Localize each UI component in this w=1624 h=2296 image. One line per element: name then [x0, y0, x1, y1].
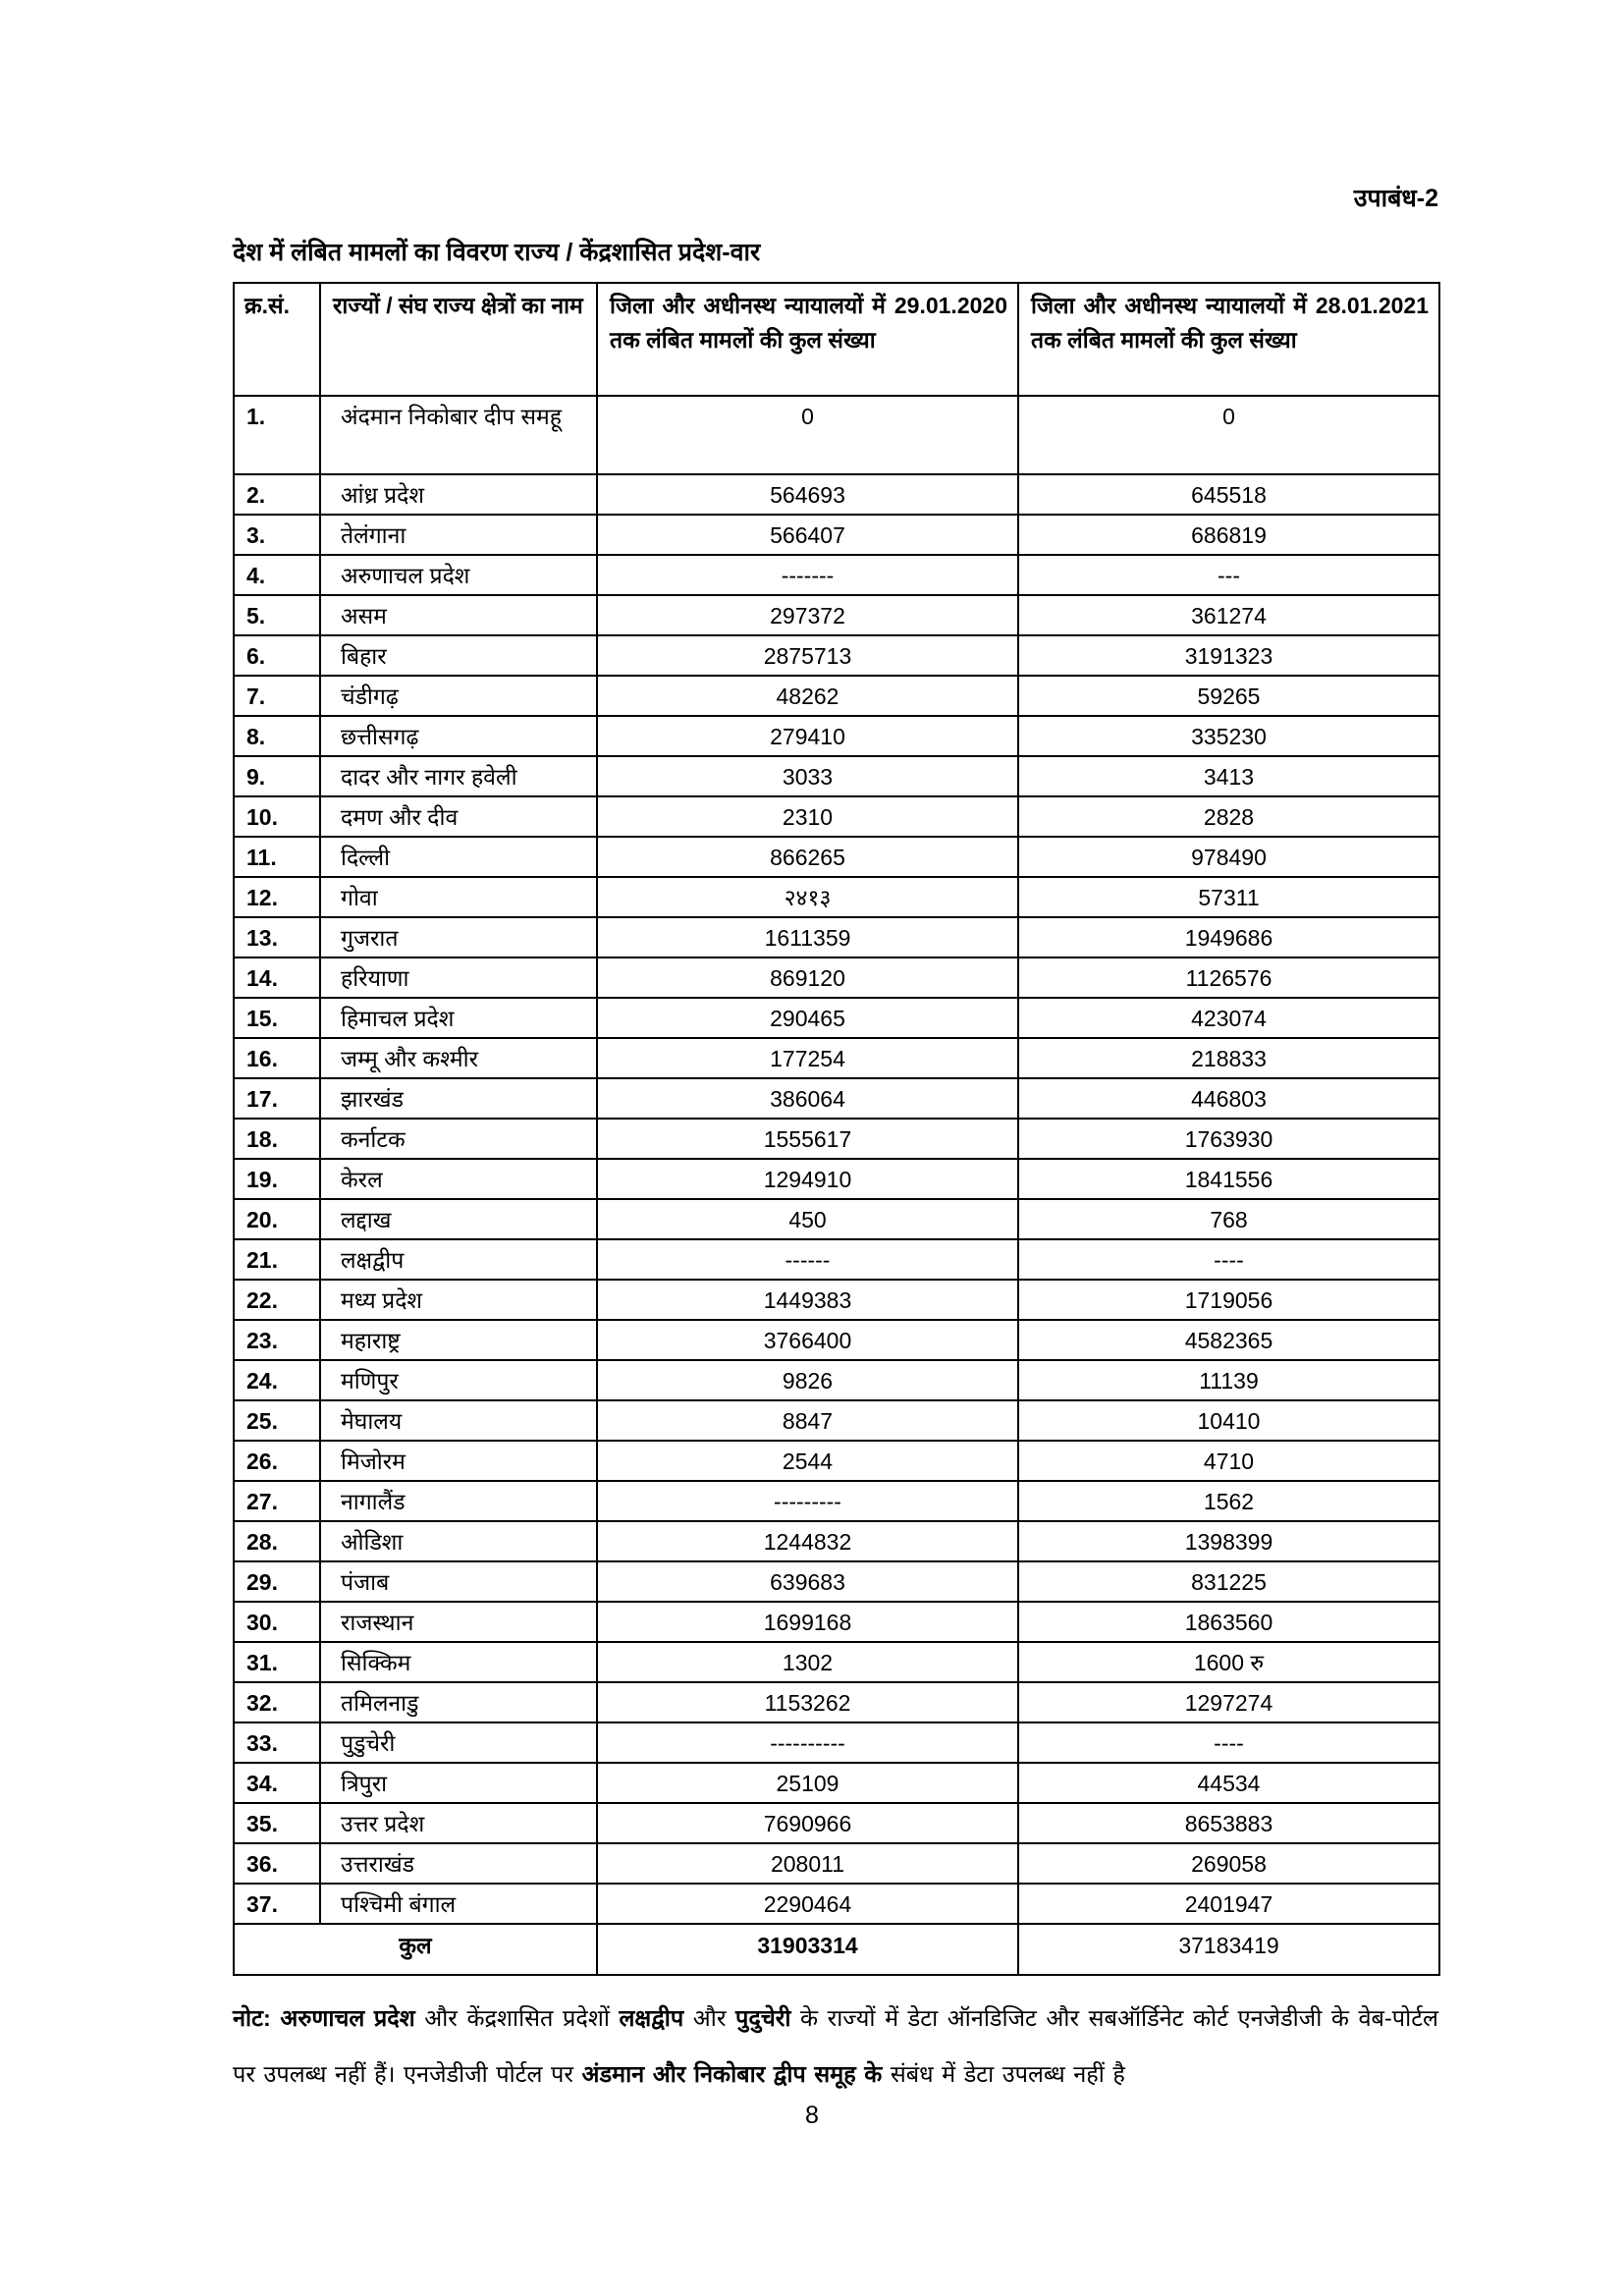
table-body: [234, 396, 1439, 1924]
table-footer: [234, 1924, 1439, 1975]
table-row: [234, 1159, 1439, 1199]
row-value-2020: 1555617: [597, 1119, 1018, 1159]
row-serial: 37.: [234, 1884, 320, 1924]
row-state-name: हिमाचल प्रदेश: [320, 998, 597, 1038]
table-row: [234, 1119, 1439, 1159]
total-row: [234, 1924, 1439, 1975]
row-value-2021: 1841556: [1018, 1159, 1439, 1199]
row-value-2021: ---: [1018, 555, 1439, 595]
row-serial: 24.: [234, 1360, 320, 1400]
table-row: [234, 756, 1439, 796]
row-value-2020: ----------: [597, 1722, 1018, 1763]
page-number: 8: [805, 2102, 819, 2129]
row-value-2020: 290465: [597, 998, 1018, 1038]
table-row: [234, 837, 1439, 877]
row-serial: 21.: [234, 1239, 320, 1280]
row-value-2021: 335230: [1018, 716, 1439, 756]
row-value-2020: 1153262: [597, 1682, 1018, 1722]
row-value-2020: 866265: [597, 837, 1018, 877]
row-value-2020: 3766400: [597, 1320, 1018, 1360]
table-row: [234, 1642, 1439, 1682]
row-value-2021: 1600 रु: [1018, 1642, 1439, 1682]
row-serial: 22.: [234, 1280, 320, 1320]
row-serial: 31.: [234, 1642, 320, 1682]
row-value-2020: 297372: [597, 595, 1018, 635]
row-serial: 36.: [234, 1843, 320, 1884]
row-serial: 33.: [234, 1722, 320, 1763]
row-value-2021: 59265: [1018, 676, 1439, 716]
total-value-2020: 31903314: [597, 1924, 1018, 1975]
row-value-2021: 3413: [1018, 756, 1439, 796]
row-serial: 4.: [234, 555, 320, 595]
row-state-name: महाराष्ट्र: [320, 1320, 597, 1360]
row-value-2021: 8653883: [1018, 1803, 1439, 1843]
row-value-2021: 4582365: [1018, 1320, 1439, 1360]
row-value-2020: 1449383: [597, 1280, 1018, 1320]
row-value-2021: ----: [1018, 1722, 1439, 1763]
table-row: [234, 1481, 1439, 1521]
row-value-2021: 1126576: [1018, 957, 1439, 998]
row-value-2020: 7690966: [597, 1803, 1018, 1843]
table-row: [234, 877, 1439, 917]
row-value-2020: 2290464: [597, 1884, 1018, 1924]
row-value-2021: 1763930: [1018, 1119, 1439, 1159]
row-state-name: हरियाणा: [320, 957, 597, 998]
row-state-name: राजस्थान: [320, 1602, 597, 1642]
row-value-2020: ------: [597, 1239, 1018, 1280]
row-serial: 29.: [234, 1561, 320, 1602]
table-row: [234, 1320, 1439, 1360]
row-state-name: लद्दाख: [320, 1199, 597, 1239]
row-serial: 25.: [234, 1400, 320, 1441]
row-serial: 3.: [234, 515, 320, 555]
col-header-pending-2021: जिला और अधीनस्थ न्यायालयों में 28.01.2021 तक लंबित मामलों की कुल संख्या: [1018, 283, 1439, 396]
table-row: [234, 1078, 1439, 1119]
row-value-2020: 869120: [597, 957, 1018, 998]
row-value-2021: 978490: [1018, 837, 1439, 877]
row-value-2021: 269058: [1018, 1843, 1439, 1884]
row-serial: 17.: [234, 1078, 320, 1119]
row-value-2021: 10410: [1018, 1400, 1439, 1441]
table-row: [234, 1400, 1439, 1441]
row-value-2020: 564693: [597, 474, 1018, 515]
table-row: [234, 1722, 1439, 1763]
row-value-2021: 3191323: [1018, 635, 1439, 676]
col-header-state-name: राज्यों / संघ राज्य क्षेत्रों का नाम: [320, 283, 597, 396]
row-value-2020: 177254: [597, 1038, 1018, 1078]
row-state-name: असम: [320, 595, 597, 635]
row-serial: 27.: [234, 1481, 320, 1521]
row-serial: 34.: [234, 1763, 320, 1803]
annex-label: उपाबंध-2: [1353, 185, 1438, 212]
table-row: [234, 1441, 1439, 1481]
table-row: [234, 998, 1439, 1038]
row-serial: 16.: [234, 1038, 320, 1078]
row-value-2021: 1297274: [1018, 1682, 1439, 1722]
row-value-2021: 831225: [1018, 1561, 1439, 1602]
row-value-2021: 1719056: [1018, 1280, 1439, 1320]
row-state-name: नागालैंड: [320, 1481, 597, 1521]
row-value-2021: 1562: [1018, 1481, 1439, 1521]
row-value-2021: 1398399: [1018, 1521, 1439, 1561]
row-state-name: जम्मू और कश्मीर: [320, 1038, 597, 1078]
row-value-2020: 1611359: [597, 917, 1018, 957]
row-state-name: दमण और दीव: [320, 796, 597, 837]
table-row: [234, 474, 1439, 515]
total-label: कुल: [234, 1924, 597, 1975]
row-value-2020: 3033: [597, 756, 1018, 796]
row-serial: 35.: [234, 1803, 320, 1843]
row-value-2021: 2401947: [1018, 1884, 1439, 1924]
table-header-row: [234, 283, 1439, 396]
row-value-2020: ---------: [597, 1481, 1018, 1521]
row-serial: 10.: [234, 796, 320, 837]
table-row: [234, 1280, 1439, 1320]
row-serial: 30.: [234, 1602, 320, 1642]
table-row: [234, 635, 1439, 676]
row-value-2020: 1294910: [597, 1159, 1018, 1199]
row-serial: 14.: [234, 957, 320, 998]
row-serial: 6.: [234, 635, 320, 676]
row-serial: 18.: [234, 1119, 320, 1159]
table-row: [234, 515, 1439, 555]
row-state-name: पुडुचेरी: [320, 1722, 597, 1763]
row-state-name: पश्चिमी बंगाल: [320, 1884, 597, 1924]
row-value-2020: 208011: [597, 1843, 1018, 1884]
row-serial: 8.: [234, 716, 320, 756]
col-header-serial: क्र.सं.: [234, 283, 320, 396]
row-state-name: दादर और नागर हवेली: [320, 756, 597, 796]
row-value-2021: 446803: [1018, 1078, 1439, 1119]
row-state-name: मेघालय: [320, 1400, 597, 1441]
row-value-2020: 450: [597, 1199, 1018, 1239]
row-serial: 13.: [234, 917, 320, 957]
table-row: [234, 1884, 1439, 1924]
page-title: देश में लंबित मामलों का विवरण राज्य / केंद्रशासित प्रदेश-वार: [233, 239, 761, 266]
row-value-2020: 1699168: [597, 1602, 1018, 1642]
table-row: [234, 1843, 1439, 1884]
row-serial: 20.: [234, 1199, 320, 1239]
row-state-name: तेलंगाना: [320, 515, 597, 555]
row-state-name: लक्षद्वीप: [320, 1239, 597, 1280]
table-row: [234, 595, 1439, 635]
table-row: [234, 1360, 1439, 1400]
row-state-name: तमिलनाडु: [320, 1682, 597, 1722]
row-serial: 23.: [234, 1320, 320, 1360]
row-state-name: छत्तीसगढ़: [320, 716, 597, 756]
row-serial: 15.: [234, 998, 320, 1038]
table-row: [234, 796, 1439, 837]
row-value-2021: 44534: [1018, 1763, 1439, 1803]
row-value-2020: 279410: [597, 716, 1018, 756]
row-serial: 5.: [234, 595, 320, 635]
row-serial: 26.: [234, 1441, 320, 1481]
row-serial: 1.: [234, 396, 320, 474]
table-row: [234, 1199, 1439, 1239]
table-row: [234, 1038, 1439, 1078]
table-row: [234, 1763, 1439, 1803]
row-value-2020: 0: [597, 396, 1018, 474]
document-content: [233, 0, 1438, 2103]
table-row: [234, 917, 1439, 957]
row-state-name: अरुणाचल प्रदेश: [320, 555, 597, 595]
row-serial: 11.: [234, 837, 320, 877]
row-value-2020: 8847: [597, 1400, 1018, 1441]
row-value-2021: 1949686: [1018, 917, 1439, 957]
row-value-2021: ----: [1018, 1239, 1439, 1280]
total-value-2021: 37183419: [1018, 1924, 1439, 1975]
row-value-2020: 566407: [597, 515, 1018, 555]
row-value-2021: 1863560: [1018, 1602, 1439, 1642]
row-serial: 19.: [234, 1159, 320, 1199]
table-row: [234, 1803, 1439, 1843]
row-state-name: उत्तराखंड: [320, 1843, 597, 1884]
row-serial: 7.: [234, 676, 320, 716]
pending-cases-table: [233, 282, 1440, 1976]
table-row: [234, 396, 1439, 474]
row-value-2020: -------: [597, 555, 1018, 595]
row-state-name: गुजरात: [320, 917, 597, 957]
row-state-name: मध्य प्रदेश: [320, 1280, 597, 1320]
col-header-pending-2020: जिला और अधीनस्थ न्यायालयों में 29.01.2020 तक लंबित मामलों की कुल संख्या: [597, 283, 1018, 396]
row-value-2021: 218833: [1018, 1038, 1439, 1078]
row-serial: 28.: [234, 1521, 320, 1561]
row-value-2020: 25109: [597, 1763, 1018, 1803]
row-state-name: कर्नाटक: [320, 1119, 597, 1159]
row-state-name: झारखंड: [320, 1078, 597, 1119]
row-serial: 9.: [234, 756, 320, 796]
row-value-2020: 2310: [597, 796, 1018, 837]
table-row: [234, 1602, 1439, 1642]
row-serial: 32.: [234, 1682, 320, 1722]
table-row: [234, 1561, 1439, 1602]
row-state-name: सिक्किम: [320, 1642, 597, 1682]
row-state-name: उत्तर प्रदेश: [320, 1803, 597, 1843]
row-value-2020: 2875713: [597, 635, 1018, 676]
row-state-name: अंदमान निकोबार दीप समहू: [320, 396, 597, 474]
row-state-name: चंडीगढ़: [320, 676, 597, 716]
row-state-name: पंजाब: [320, 1561, 597, 1602]
row-serial: 12.: [234, 877, 320, 917]
row-value-2021: 4710: [1018, 1441, 1439, 1481]
table-row: [234, 676, 1439, 716]
row-value-2020: 1302: [597, 1642, 1018, 1682]
row-value-2021: 0: [1018, 396, 1439, 474]
row-state-name: केरल: [320, 1159, 597, 1199]
row-value-2021: 768: [1018, 1199, 1439, 1239]
row-value-2021: 361274: [1018, 595, 1439, 635]
row-value-2020: 1244832: [597, 1521, 1018, 1561]
table-row: [234, 555, 1439, 595]
table-row: [234, 716, 1439, 756]
table-row: [234, 1682, 1439, 1722]
row-state-name: गोवा: [320, 877, 597, 917]
row-serial: 2.: [234, 474, 320, 515]
row-value-2021: 57311: [1018, 877, 1439, 917]
row-state-name: ओडिशा: [320, 1521, 597, 1561]
row-state-name: दिल्ली: [320, 837, 597, 877]
row-value-2021: 686819: [1018, 515, 1439, 555]
row-state-name: मिजोरम: [320, 1441, 597, 1481]
row-value-2021: 423074: [1018, 998, 1439, 1038]
row-state-name: बिहार: [320, 635, 597, 676]
table-header: [234, 283, 1439, 396]
row-value-2020: 9826: [597, 1360, 1018, 1400]
row-value-2021: 645518: [1018, 474, 1439, 515]
row-value-2021: 2828: [1018, 796, 1439, 837]
row-value-2020: 639683: [597, 1561, 1018, 1602]
row-value-2020: 48262: [597, 676, 1018, 716]
row-state-name: मणिपुर: [320, 1360, 597, 1400]
row-value-2020: 2544: [597, 1441, 1018, 1481]
note-text: नोट: अरुणाचल प्रदेश और केंद्रशासित प्रदेशों लक्षद्वीप और पुदुचेरी के राज्यों में डेटा ऑनडिजिट और सबऑर्डिनेट कोर्ट एनजेडीजी के वेब-पोर्टल पर उपलब्ध नहीं हैं। एनजेडीजी पोर्टल पर अंडमान और निकोबार द्वीप समूह के संबंध में डेटा उपलब्ध नहीं है: [233, 2005, 1438, 2087]
row-state-name: आंध्र प्रदेश: [320, 474, 597, 515]
row-state-name: त्रिपुरा: [320, 1763, 597, 1803]
table-row: [234, 1521, 1439, 1561]
row-value-2020: २४१३: [597, 877, 1018, 917]
row-value-2020: 386064: [597, 1078, 1018, 1119]
table-row: [234, 1239, 1439, 1280]
row-value-2021: 11139: [1018, 1360, 1439, 1400]
table-row: [234, 957, 1439, 998]
